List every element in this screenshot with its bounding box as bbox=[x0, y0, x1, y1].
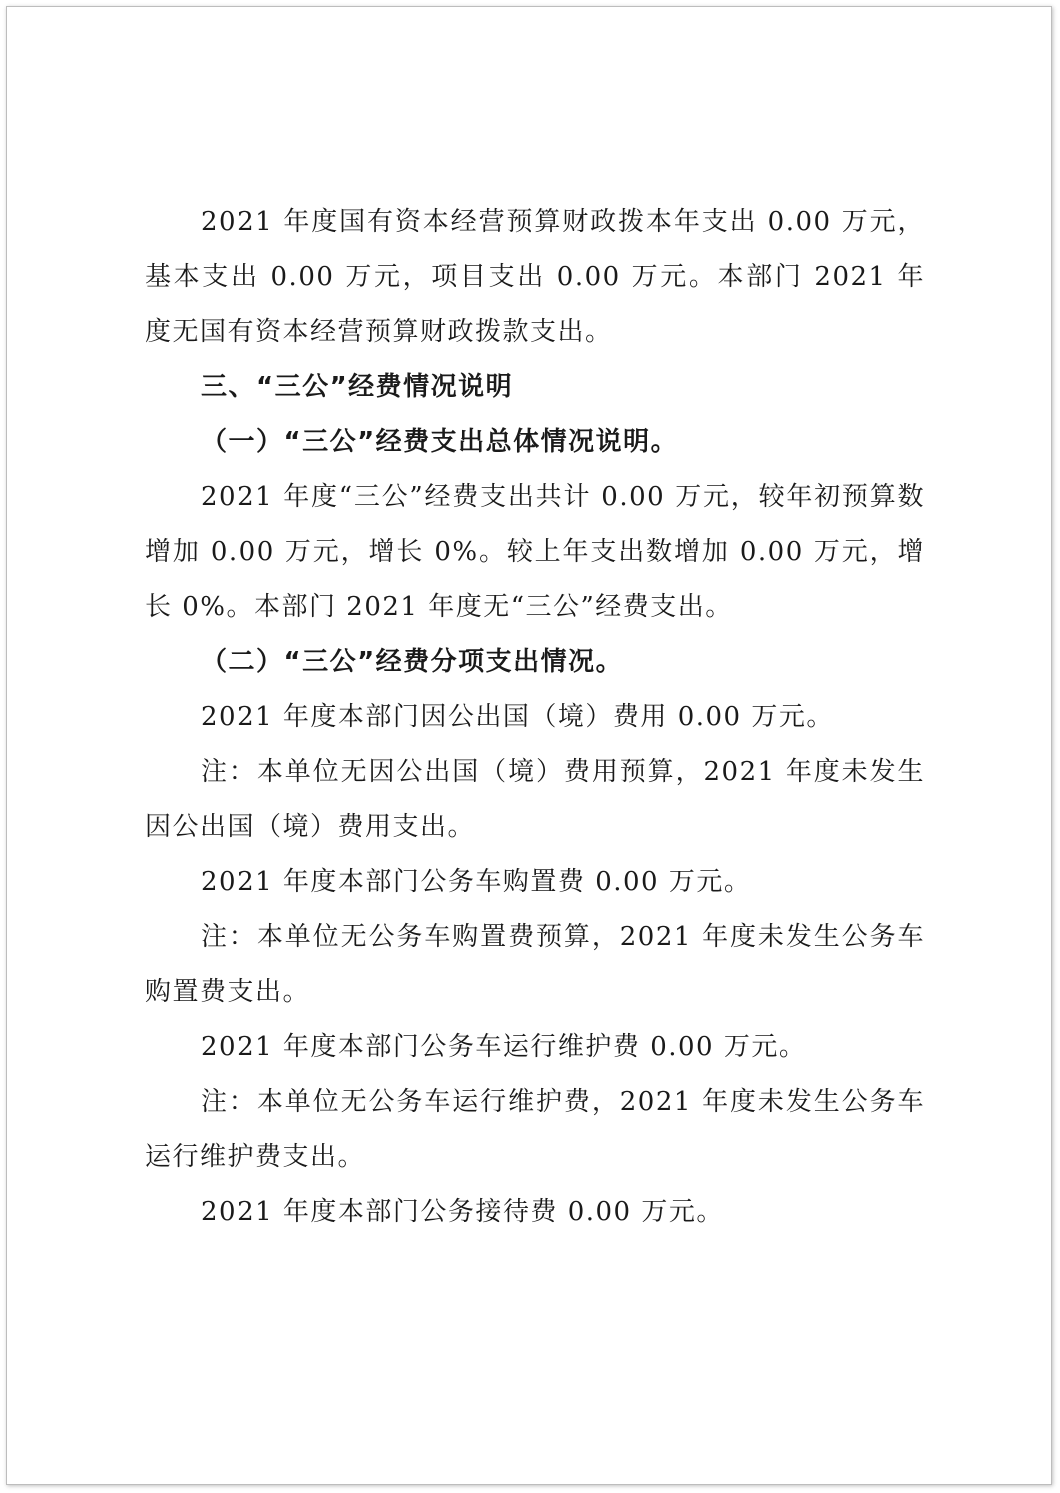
paragraph-state-capital-budget: 2021 年度国有资本经营预算财政拨本年支出 0.00 万元，基本支出 0.00 万元，项目支出 0.00 万元。本部门 2021 年度无国有资本经营预算财政拨款支出。 bbox=[145, 207, 925, 347]
paragraph-overseas-travel: 2021 年度本部门因公出国（境）费用 0.00 万元。 bbox=[201, 702, 834, 732]
subheading-overall: （一）“三公”经费支出总体情况说明。 bbox=[201, 427, 679, 457]
paragraph-reception: 2021 年度本部门公务接待费 0.00 万元。 bbox=[201, 1197, 724, 1227]
paragraph-overall-expenditure: 2021 年度“三公”经费支出共计 0.00 万元，较年初预算数增加 0.00 万元，增长 0%。较上年支出数增加 0.00 万元，增长 0%。本部门 2021 年度无“三公”经费支出。 bbox=[145, 482, 925, 622]
paragraph-vehicle-purchase: 2021 年度本部门公务车购置费 0.00 万元。 bbox=[201, 867, 752, 897]
subheading-itemized: （二）“三公”经费分项支出情况。 bbox=[201, 647, 624, 677]
section-heading-three-public: 三、“三公”经费情况说明 bbox=[201, 372, 514, 402]
note-overseas-travel: 注：本单位无因公出国（境）费用预算，2021 年度未发生因公出国（境）费用支出。 bbox=[145, 757, 925, 842]
note-vehicle-maintenance: 注：本单位无公务车运行维护费，2021 年度未发生公务车运行维护费支出。 bbox=[145, 1087, 925, 1172]
note-vehicle-purchase: 注：本单位无公务车购置费预算，2021 年度未发生公务车购置费支出。 bbox=[145, 922, 925, 1007]
paragraph-vehicle-maintenance: 2021 年度本部门公务车运行维护费 0.00 万元。 bbox=[201, 1032, 807, 1062]
document-page bbox=[6, 6, 1052, 1485]
document-body bbox=[145, 195, 925, 1240]
